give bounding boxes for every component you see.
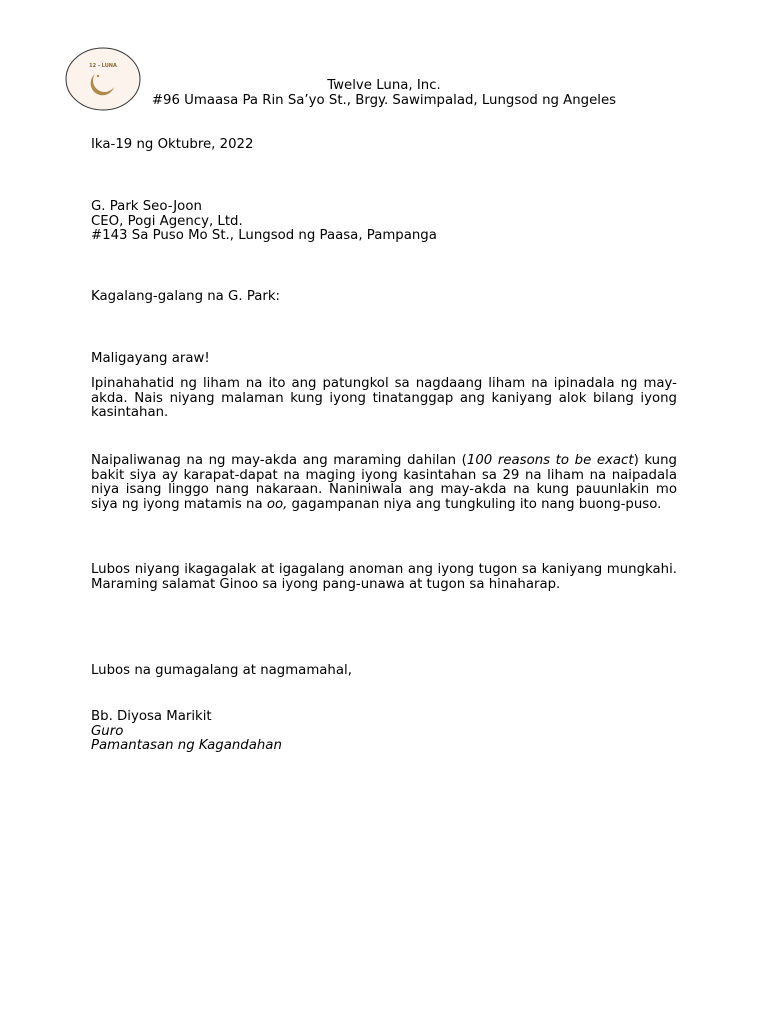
- greeting: Maligayang araw!: [91, 351, 210, 366]
- paragraph-2-italic-1: 100 reasons to be exact: [466, 453, 634, 468]
- complimentary-closing: Lubos na gumagalang at nagmamahal,: [91, 663, 352, 678]
- company-address: #96 Umaasa Pa Rin Sa’yo St., Brgy. Sawimpalad, Lungsod ng Angeles: [151, 93, 617, 108]
- salutation: Kagalang-galang na G. Park:: [91, 289, 281, 304]
- paragraph-2-italic-2: oo,: [266, 496, 288, 512]
- letter-date: Ika-19 ng Oktubre, 2022: [91, 137, 254, 152]
- company-name: Twelve Luna, Inc.: [327, 78, 441, 93]
- signatory-title: Guro: [91, 723, 124, 739]
- recipient-address: #143 Sa Puso Mo St., Lungsod ng Paasa, Pampanga: [91, 228, 437, 243]
- recipient-block: [91, 200, 677, 244]
- logo-text: 12 - LUNA: [89, 63, 117, 69]
- body-paragraph-1: Ipinahahatid ng liham na ito ang patungkol sa nagdaang liham na ipinadala ng may-akda. Nais niyang malaman kung iyong tinatanggap ang kaniyang alok bilang iyong kasintahan.: [91, 376, 677, 420]
- recipient-position: CEO, Pogi Agency, Ltd.: [91, 213, 243, 229]
- signatory-name: Bb. Diyosa Marikit: [91, 709, 212, 724]
- body-paragraph-2: [91, 454, 677, 512]
- paragraph-2-part-2: ) kung bakit siya ay karapat-dapat na maging iyong kasintahan sa 29 na liham na naipadala niya isang linggo nang nakaraan. Naniniwala ang may-akda na kung pauunlakin mo siya ng iyong matamis na: [91, 453, 677, 512]
- signatory-block: [91, 710, 677, 754]
- paragraph-2-part-3: gagampanan niya ang tungkuling ito nang buong-puso.: [287, 496, 662, 512]
- signatory-institution: Pamantasan ng Kagandahan: [91, 738, 282, 753]
- recipient-name: G. Park Seo-Joon: [91, 199, 202, 214]
- paragraph-2-part-1: Naipaliwanag na ng may-akda ang maraming dahilan (: [91, 453, 467, 468]
- body-paragraph-3: Lubos niyang ikagagalak at igagalang anoman ang iyong tugon sa kaniyang mungkahi. Maraming salamat Ginoo sa iyong pang-unawa at tugon sa hinaharap.: [91, 562, 677, 592]
